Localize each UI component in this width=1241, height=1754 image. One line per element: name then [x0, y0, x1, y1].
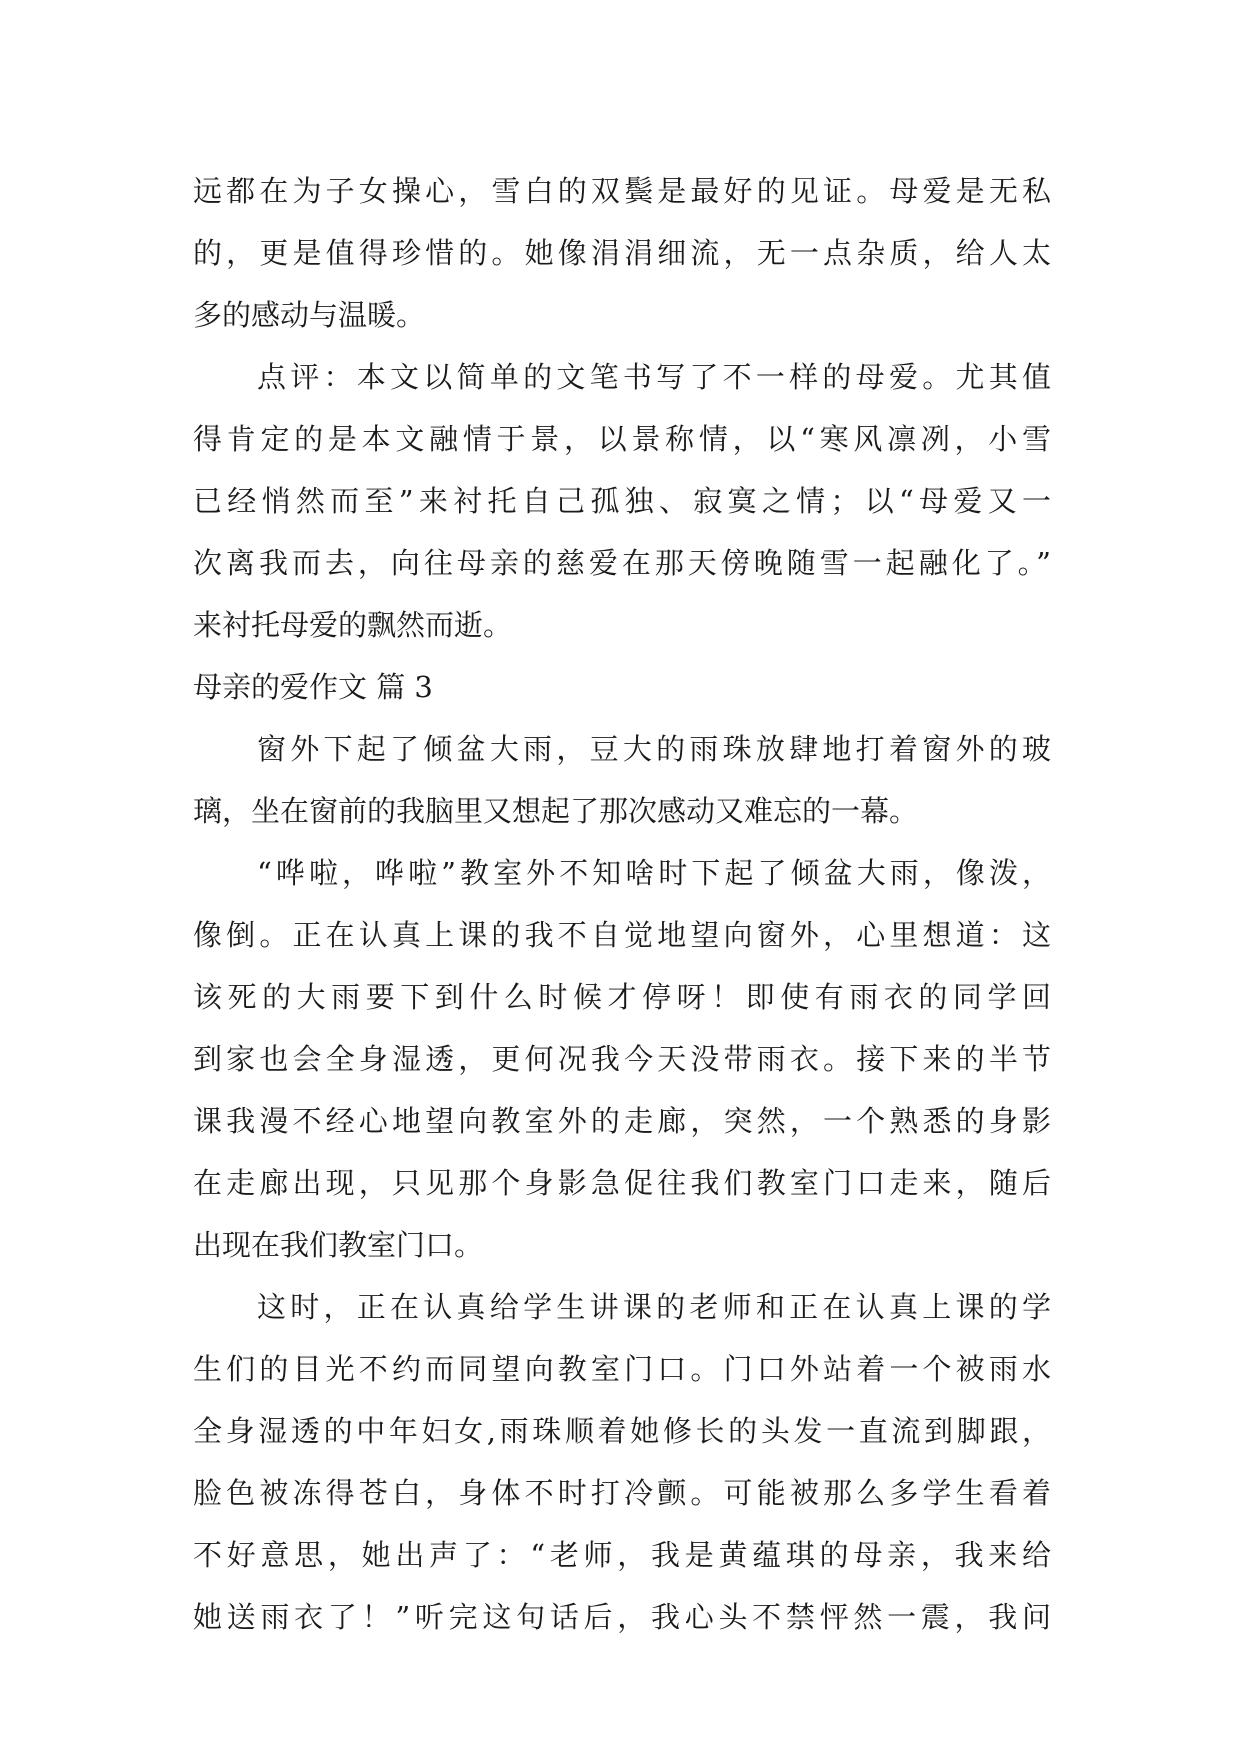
section-heading: 母亲的爱作文 篇 3: [193, 670, 433, 704]
text-line: 到家也会全身湿透，更何况我今天没带雨衣。接下来的半节: [193, 1042, 1051, 1076]
text-line: 已经悄然而至”来衬托自己孤独、寂寞之情；以“母爱又一: [193, 484, 1051, 518]
paragraph-start: 窗外下起了倾盆大雨，豆大的雨珠放肆地打着窗外的玻: [257, 732, 1051, 766]
paragraph-start: 点评：本文以简单的文笔书写了不一样的母爱。尤其值: [257, 360, 1051, 394]
text-line: 出现在我们教室门口。: [193, 1228, 484, 1262]
text-line: 多的感动与温暖。: [193, 298, 426, 332]
text-line: 脸色被冻得苍白，身体不时打冷颤。可能被那么多学生看着: [193, 1476, 1051, 1510]
paragraph-start: 这时，正在认真给学生讲课的老师和正在认真上课的学: [257, 1290, 1051, 1324]
text-line: 不好意思，她出声了：“老师，我是黄蕴琪的母亲，我来给: [193, 1538, 1051, 1572]
text-line: 得肯定的是本文融情于景，以景称情，以“寒风凛冽，小雪: [193, 422, 1051, 456]
text-line: 来衬托母爱的飘然而逝。: [193, 608, 513, 642]
paragraph-start: “哗啦，哗啦”教室外不知啥时下起了倾盆大雨，像泼，: [257, 856, 1051, 890]
text-line: 远都在为子女操心，雪白的双鬓是最好的见证。母爱是无私: [193, 174, 1051, 208]
text-line: 她送雨衣了！”听完这句话后，我心头不禁怦然一震，我问: [193, 1600, 1051, 1634]
text-line: 璃，坐在窗前的我脑里又想起了那次感动又难忘的一幕。: [193, 794, 919, 828]
document-page: [193, 160, 1051, 1648]
text-line: 像倒。正在认真上课的我不自觉地望向窗外，心里想道：这: [193, 918, 1051, 952]
text-line: 在走廊出现，只见那个身影急促往我们教室门口走来，随后: [193, 1166, 1051, 1200]
text-line: 该死的大雨要下到什么时候才停呀！即使有雨衣的同学回: [193, 980, 1051, 1014]
text-line: 课我漫不经心地望向教室外的走廊，突然，一个熟悉的身影: [193, 1104, 1051, 1138]
text-line: 生们的目光不约而同望向教室门口。门口外站着一个被雨水: [193, 1352, 1051, 1386]
text-line: 次离我而去，向往母亲的慈爱在那天傍晚随雪一起融化了。”: [193, 546, 1051, 580]
text-line: 全身湿透的中年妇女,雨珠顺着她修长的头发一直流到脚跟，: [193, 1414, 1051, 1448]
text-line: 的，更是值得珍惜的。她像涓涓细流，无一点杂质，给人太: [193, 236, 1051, 270]
